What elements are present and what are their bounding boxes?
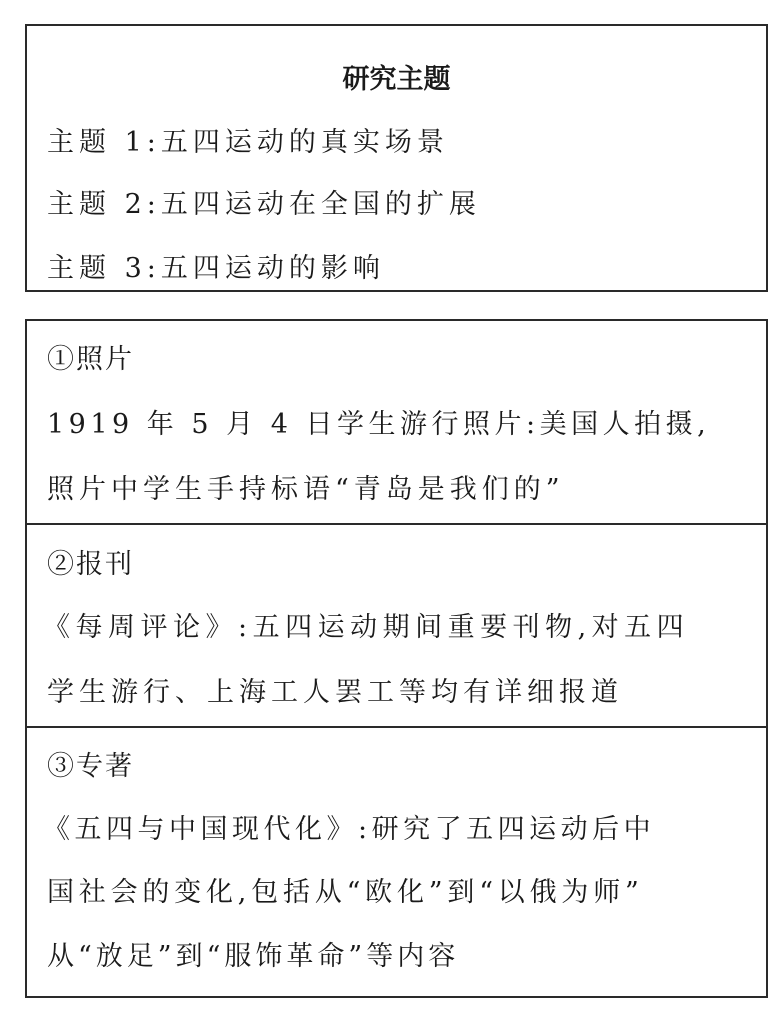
research-topics-title: 研究主题 [342,64,451,95]
source-materials-table [25,319,768,998]
source-photo-text-line: 1919 年 5 月 4 日学生游行照片:美国人拍摄, [47,409,711,440]
topic-item: 主题 1:五四运动的真实场景 [47,127,449,158]
row-divider [27,523,766,525]
source-monograph-text-line: 国社会的变化,包括从“欧化”到“以俄为师” [47,877,644,908]
source-periodical-text-line: 学生游行、上海工人罢工等均有详细报道 [47,677,623,708]
source-photo-text-line: 照片中学生手持标语“青岛是我们的” [47,474,565,505]
topic-item: 主题 2:五四运动在全国的扩展 [47,189,481,220]
source-monograph-text-line: 从“放足”到“服饰革命”等内容 [47,941,460,972]
row-divider [27,726,766,728]
source-periodical-heading: ②报刊 [47,549,134,580]
source-monograph-text-line: 《五四与中国现代化》:研究了五四运动后中 [43,814,656,845]
source-photo-heading: ①照片 [47,344,134,375]
source-periodical-text-line: 《每周评论》:五四运动期间重要刊物,对五四 [43,612,690,643]
topic-item: 主题 3:五四运动的影响 [47,253,385,284]
source-monograph-heading: ③专著 [47,751,134,782]
research-topics-box [25,24,768,292]
